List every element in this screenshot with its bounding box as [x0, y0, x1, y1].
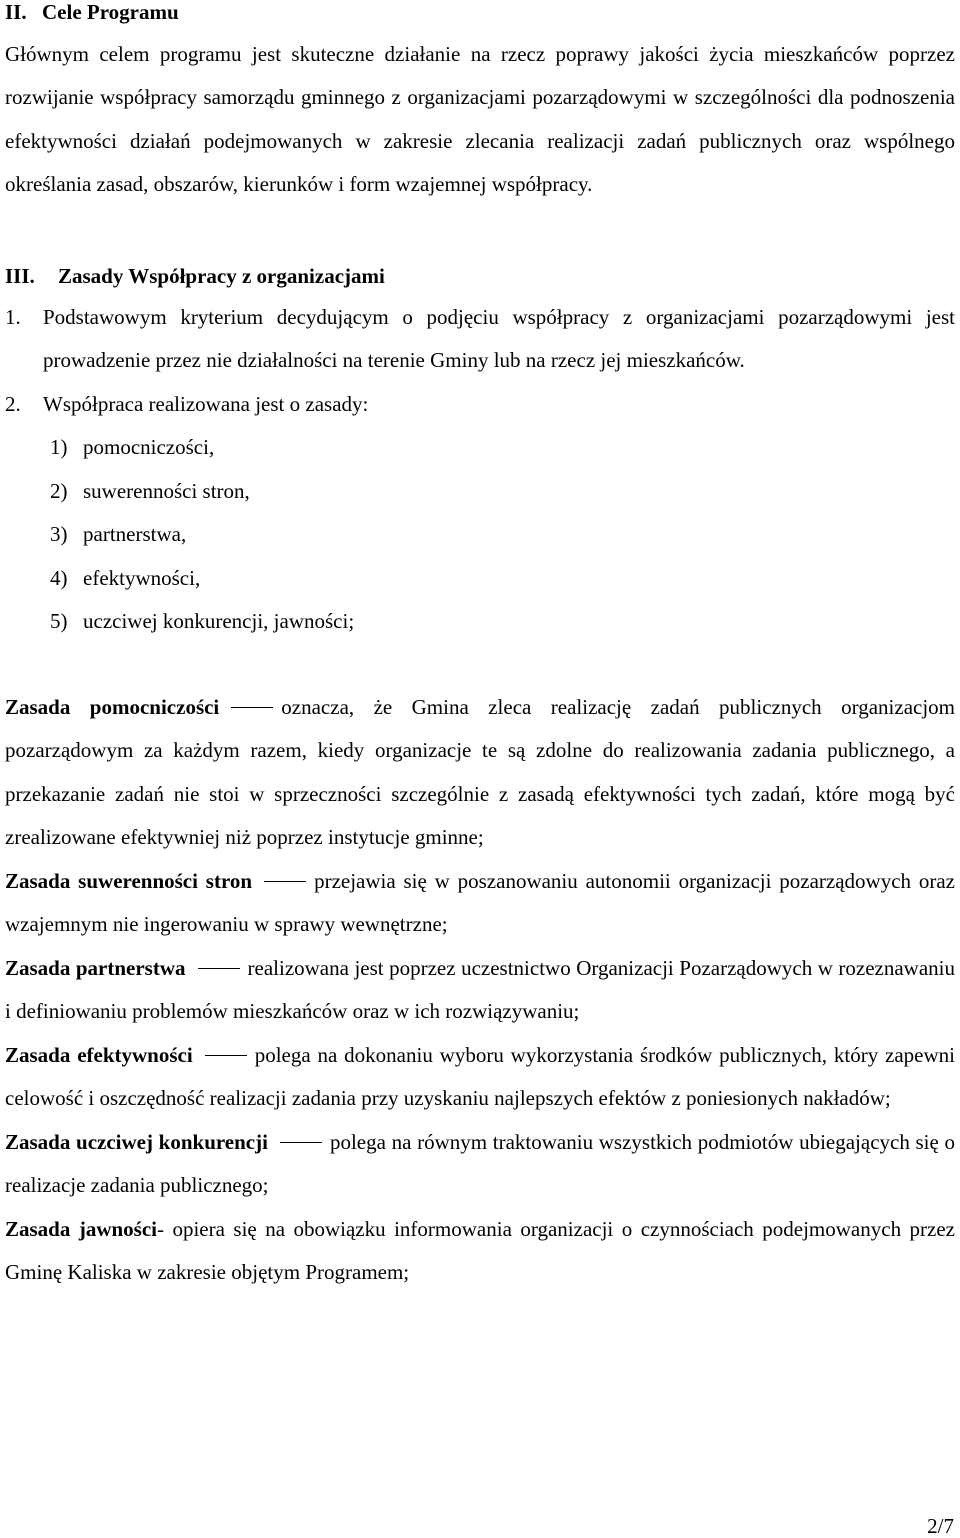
list-item — [50, 557, 955, 601]
list-item-number: 5) — [50, 609, 68, 634]
item-text: Współpraca realizowana jest o zasady: — [43, 391, 369, 416]
principle-text: realizowana jest poprzez uczestnictwo Organizacji Pozarządowych w rozeznawaniu i definiowaniu problemów mieszkańców oraz w ich rozwiązywaniu; — [5, 955, 955, 1024]
principle-text: przejawia się w poszanowaniu autonomii organizacji pozarządowych oraz wzajemnym nie ingerowaniu w sprawy wewnętrzne; — [5, 868, 955, 937]
list-item — [50, 513, 955, 557]
section-number: III. — [5, 263, 35, 288]
section-title: Zasady Współpracy z organizacjami — [58, 263, 385, 288]
principle-term: Zasada pomocniczości — [5, 694, 220, 719]
list-item-text: partnerstwa, — [83, 522, 187, 547]
list-item — [50, 600, 955, 644]
principle-jawnosci: Zasada jawności- opiera się na obowiązku informowania organizacji o czynnościach podejmowanych przez Gminę Kaliska w zakresie objętym Programem; — [5, 1216, 955, 1285]
list-item-number: 2) — [50, 478, 68, 503]
goal-paragraph: Głównym celem programu jest skuteczne działanie na rzecz poprawy jakości życia mieszkańców poprzez rozwijanie współpracy samorządu gminnego z organizacjami pozarządowymi w szczególności dla podnoszenia efektywności działań podejmowanych w zakresie zlecania realizacji zadań publicznych oraz wspólnego określania zasad, obszarów, kierunków i form wzajemnej współpracy. — [5, 42, 955, 197]
item-number: 1. — [5, 304, 21, 329]
principle-term: Zasada partnerstwa — [5, 955, 186, 980]
principle-text: opiera się na obowiązku informowania organizacji o czynnościach podejmowanych przez Gminę Kaliska w zakresie objętym Programem; — [5, 1216, 955, 1285]
page-number: 2/7 — [927, 1514, 954, 1538]
principle-suwerennosci — [5, 860, 955, 947]
dash-separator — [264, 881, 306, 882]
list-item — [50, 470, 955, 514]
principle-efektywnosci — [5, 1034, 955, 1121]
principle-text: polega na równym traktowaniu wszystkich podmiotów ubiegających się o realizacje zadania publicznego; — [5, 1129, 956, 1198]
section-heading-zasady-wspolpracy — [5, 264, 955, 288]
list-item-text: suwerenności stron, — [83, 478, 250, 503]
list-item-text: efektywności, — [83, 565, 201, 590]
list-item-text: uczciwej konkurencji, jawności; — [83, 609, 355, 634]
dash-separator — [231, 707, 273, 708]
principle-term: Zasada uczciwej konkurencji — [5, 1129, 268, 1154]
item-text: Podstawowym kryterium decydującym o podjęciu współpracy z organizacjami pozarządowymi jest prowadzenie przez nie działalności na terenie Gminy lub na rzecz jej mieszkańców. — [43, 304, 955, 373]
numbered-item-1 — [5, 296, 955, 383]
numbered-item-2 — [5, 383, 955, 427]
section-number: II. — [5, 0, 27, 24]
principle-text: oznacza, że Gmina zleca realizację zadań publicznych organizacjom pozarządowym za każdym razem, kiedy organizacje te są zdolne do realizowania zadania publicznego, a przekazanie zadań nie stoi w sprzeczności szczególnie z zasadą efektywności tych zadań, które mogą być zrealizowane efektywniej niż poprzez instytucje gminne; — [5, 694, 956, 850]
section-title: Cele Programu — [42, 0, 179, 24]
list-item-text: pomocniczości, — [83, 435, 215, 460]
principle-uczciwej-konkurencji — [5, 1121, 955, 1208]
principle-pomocniczosci — [5, 686, 955, 860]
section-heading-cele-programu — [5, 0, 955, 24]
list-item-number: 3) — [50, 522, 68, 547]
item-number: 2. — [5, 391, 21, 416]
principle-partnerstwa — [5, 947, 955, 1034]
principles-definitions — [5, 686, 955, 1295]
principle-term: Zasada efektywności — [5, 1042, 193, 1067]
principle-text: polega na dokonaniu wyboru wykorzystania środków publicznych, który zapewni celowość i oszczędność realizacji zadania przy uzyskaniu najlepszych efektów z poniesionych nakładów; — [5, 1042, 955, 1111]
list-item-number: 4) — [50, 565, 68, 590]
dash-separator — [205, 1055, 247, 1056]
list-item-number: 1) — [50, 435, 68, 460]
principles-list — [50, 426, 955, 644]
dash-separator — [198, 968, 240, 969]
list-item — [50, 426, 955, 470]
principle-term: Zasada suwerenności stron — [5, 868, 253, 893]
dash-separator — [280, 1142, 322, 1143]
principle-term: Zasada jawności — [5, 1216, 157, 1241]
document-page — [5, 0, 955, 1295]
